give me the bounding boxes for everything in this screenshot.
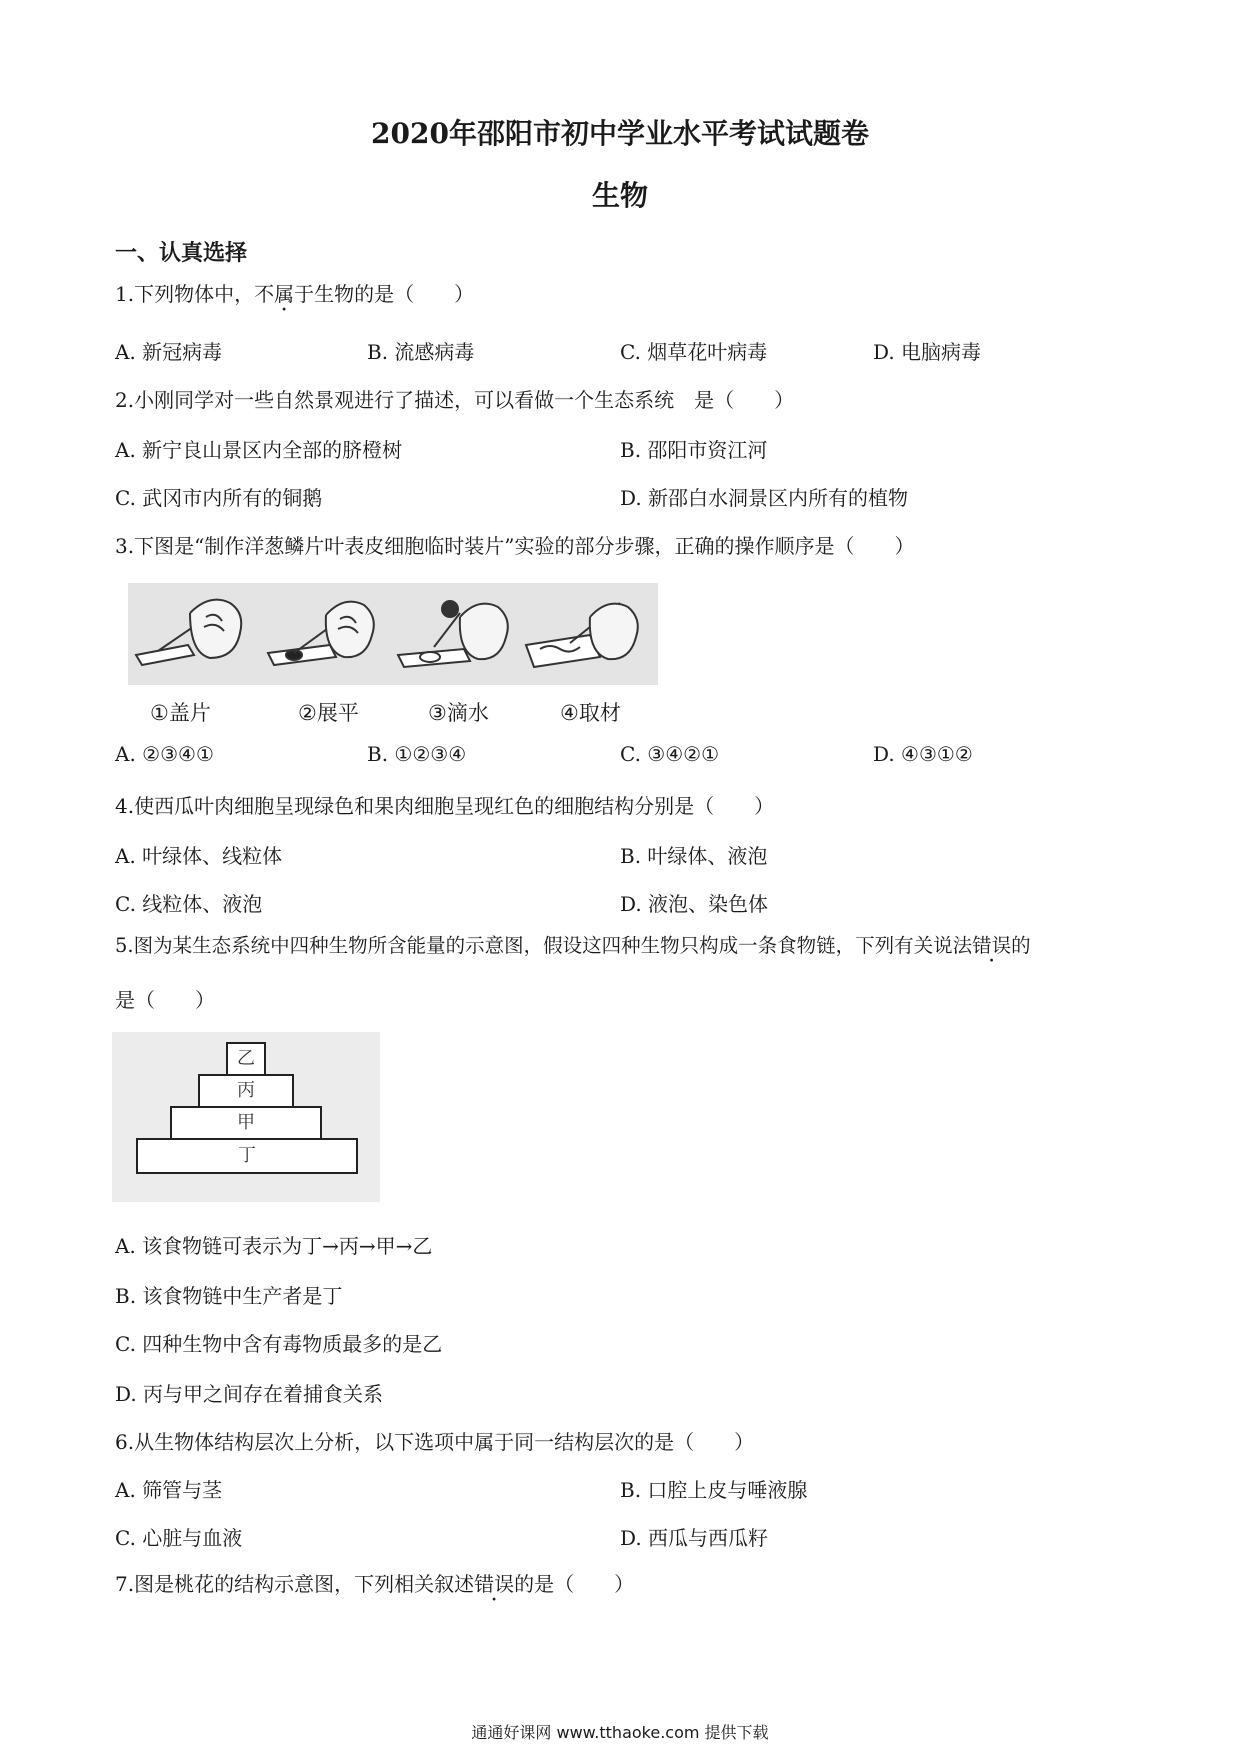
slide-preparation-figure [128, 583, 658, 685]
subject-title: 生物 [591, 179, 648, 212]
question-2: 2.小刚同学对一些自然景观进行了描述，可以看做一个生态系统 是（ ） [115, 388, 795, 412]
question-3: 3.下图是“制作洋葱鳞片叶表皮细胞临时装片”实验的部分步骤，正确的操作顺序是（ ） [115, 534, 915, 558]
q5-option-c: C. 四种生物中含有毒物质最多的是乙 [115, 1332, 443, 1356]
q6-option-b: B. 口腔上皮与唾液腺 [620, 1478, 808, 1502]
question-1 [115, 278, 474, 307]
pyramid-level-top: 乙 [226, 1042, 266, 1076]
question-1-pre: 1.下列物体中， [115, 282, 255, 306]
q1-option-a: A. 新冠病毒 [115, 340, 223, 364]
pyramid-level-3: 甲 [170, 1106, 322, 1140]
question-6: 6.从生物体结构层次上分析，以下选项中属于同一结构层次的是（ ） [115, 1430, 755, 1454]
question-5-line-2: 是（ ） [115, 988, 215, 1012]
q5-option-b: B. 该食物链中生产者是丁 [115, 1284, 343, 1308]
question-7-pre: 7.图是桃花的结构示意图，下列相关叙述 [115, 1572, 475, 1596]
q1-option-b: B. 流感病毒 [367, 340, 475, 364]
q4-option-b: B. 叶绿体、液泡 [620, 844, 768, 868]
figure-label-3: ③滴水 [428, 701, 489, 725]
q3-option-d: D. ④③①② [873, 742, 973, 766]
q2-option-d: D. 新邵白水洞景区内所有的植物 [620, 486, 909, 510]
pyramid-level-base: 丁 [136, 1138, 358, 1174]
slide-steps-illustration [128, 583, 658, 685]
question-7 [115, 1568, 634, 1597]
question-4: 4.使西瓜叶肉细胞呈现绿色和果肉细胞呈现红色的细胞结构分别是（ ） [115, 794, 775, 818]
q5-option-d: D. 丙与甲之间存在着捕食关系 [115, 1382, 384, 1406]
q1-option-c: C. 烟草花叶病毒 [620, 340, 768, 364]
figure-label-1: ①盖片 [150, 701, 211, 725]
q1-option-d: D. 电脑病毒 [873, 340, 982, 364]
question-1-post: 生物的是（ ） [314, 282, 475, 306]
question-7-emphasis: 错误 [474, 1572, 515, 1596]
q3-option-c: C. ③④②① [620, 742, 720, 766]
exam-title: 2020年邵阳市初中学业水平考试试题卷 [371, 117, 869, 150]
q5-option-a: A. 该食物链可表示为丁→丙→甲→乙 [115, 1234, 433, 1258]
q3-option-a: A. ②③④① [115, 742, 214, 766]
q6-option-d: D. 西瓜与西瓜籽 [620, 1526, 769, 1550]
q4-option-c: C. 线粒体、液泡 [115, 892, 263, 916]
q3-option-b: B. ①②③④ [367, 742, 467, 766]
question-7-post: 的是（ ） [514, 1572, 635, 1596]
figure-label-4: ④取材 [560, 701, 621, 725]
question-5-emphasis: 错误 [972, 934, 1012, 957]
pyramid-level-2: 丙 [198, 1074, 294, 1108]
q2-option-a: A. 新宁良山景区内全部的脐橙树 [115, 438, 403, 462]
page-footer: 通通好课网 www.tthaoke.com 提供下载 [471, 1723, 769, 1742]
question-5-post: 的 [1011, 934, 1031, 957]
energy-pyramid-figure [112, 1032, 380, 1202]
question-5-line-1 [115, 930, 1031, 958]
section-heading: 一、认真选择 [115, 241, 248, 266]
q6-option-a: A. 筛管与茎 [115, 1478, 223, 1502]
q4-option-a: A. 叶绿体、线粒体 [115, 844, 283, 868]
q4-option-d: D. 液泡、染色体 [620, 892, 769, 916]
q6-option-c: C. 心脏与血液 [115, 1526, 243, 1550]
question-1-emphasis: 不属于 [254, 282, 315, 306]
q2-option-c: C. 武冈市内所有的铜鹅 [115, 486, 323, 510]
question-5-pre: 5.图为某生态系统中四种生物所含能量的示意图，假设这四种生物只构成一条食物链，下列有关说法 [115, 934, 973, 957]
figure-label-2: ②展平 [298, 701, 359, 725]
q2-option-b: B. 邵阳市资江河 [620, 438, 768, 462]
